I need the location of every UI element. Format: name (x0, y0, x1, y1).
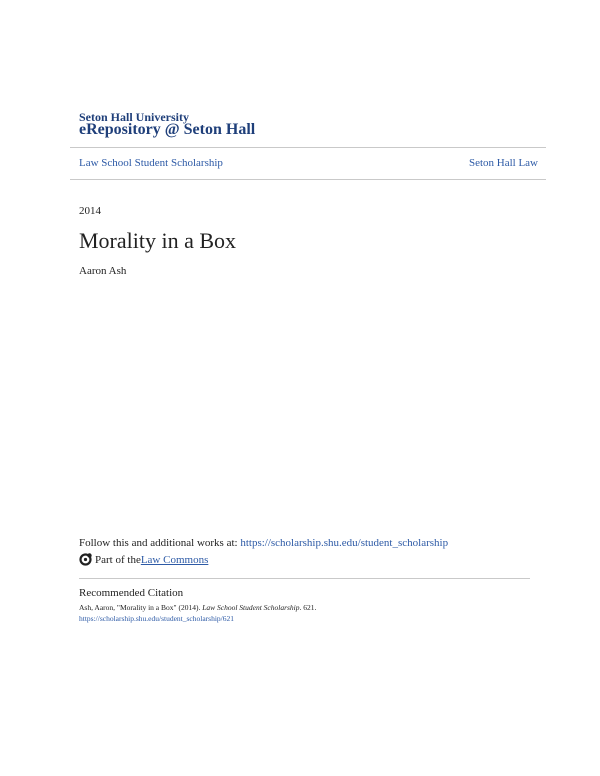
law-commons-link[interactable]: Law Commons (140, 553, 209, 566)
repository-name-link[interactable]: eRepository @ Seton Hall (79, 121, 256, 138)
collection-link[interactable]: Law School Student Scholarship (79, 157, 223, 169)
follow-url-link[interactable]: https://scholarship.shu.edu/student_scholarship (240, 537, 449, 549)
follow-line (79, 537, 448, 549)
citation-url-link[interactable]: https://scholarship.shu.edu/student_scholarship/621 (79, 614, 234, 623)
commons-network-icon (79, 553, 92, 566)
citation-text (79, 603, 316, 612)
article-author: Aaron Ash (79, 265, 127, 277)
university-name: Seton Hall University (79, 110, 189, 124)
citation-suffix: . 621. (299, 603, 317, 612)
header-divider (70, 147, 546, 148)
citation-heading: Recommended Citation (79, 587, 184, 599)
nav-divider (70, 179, 546, 180)
school-link[interactable]: Seton Hall Law (468, 157, 538, 169)
citation-divider (79, 578, 530, 579)
citation-series: Law School Student Scholarship (202, 603, 300, 612)
part-of-label: Part of the (95, 553, 141, 566)
publication-year: 2014 (79, 205, 101, 217)
article-title: Morality in a Box (79, 228, 237, 253)
follow-label: Follow this and additional works at: (79, 537, 241, 549)
part-of-line (79, 553, 208, 566)
citation-prefix: Ash, Aaron, "Morality in a Box" (2014). (79, 603, 203, 612)
